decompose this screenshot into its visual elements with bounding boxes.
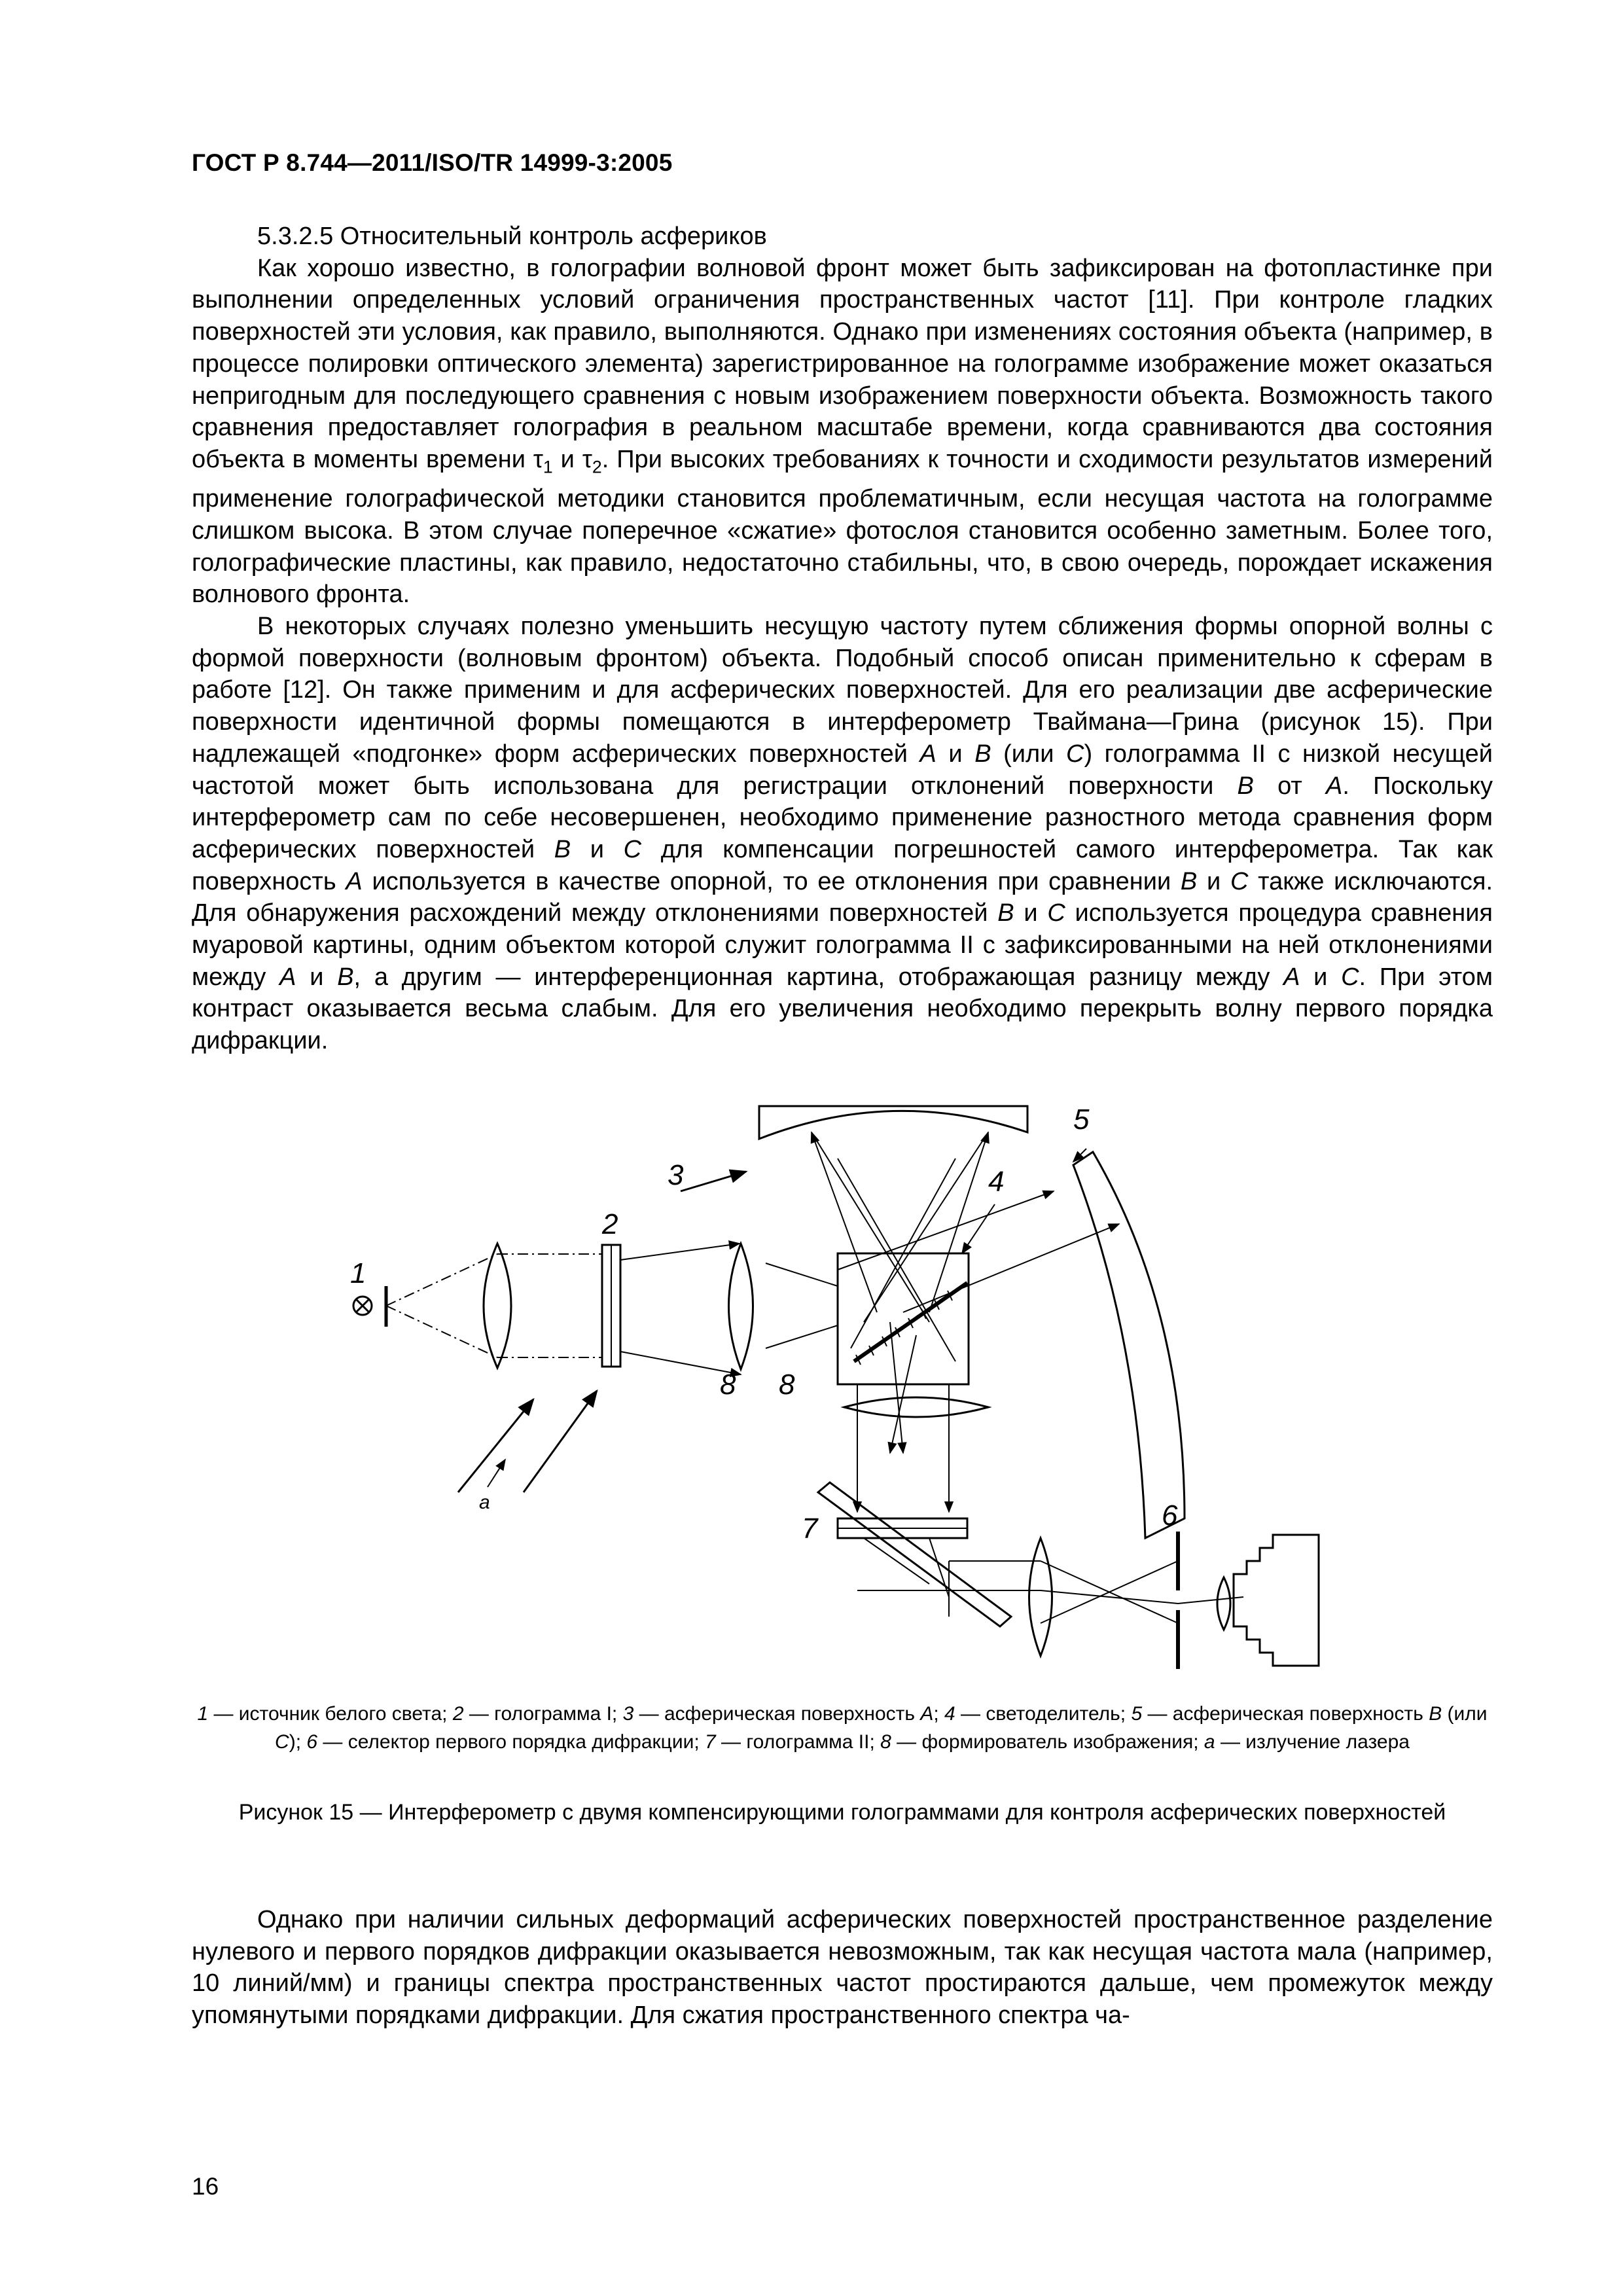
interferometer-diagram bbox=[340, 1086, 1387, 1676]
label-6: 6 bbox=[1162, 1499, 1178, 1532]
label-2: 2 bbox=[602, 1208, 618, 1240]
aspheric-surface-b bbox=[1073, 1152, 1185, 1538]
paragraph: Однако при наличии сильных деформаций асферических поверхностей пространственное разделение нулевого и первого порядков дифракции оказывается невозможным, так как несущая частота мала (например, 10 линий/мм) и границы спектра пространственных частот простираются дальше, чем промежуток между упомянутыми порядками дифракции. Для сжатия пространственного спектра ча- bbox=[192, 1906, 1493, 2030]
page-number: 16 bbox=[192, 2173, 219, 2200]
body-text-top bbox=[192, 221, 1493, 1057]
label-1: 1 bbox=[350, 1257, 366, 1289]
collimator-lens bbox=[484, 1244, 511, 1368]
document-header: ГОСТ Р 8.744—2011/ISO/TR 14999-3:2005 bbox=[192, 149, 673, 176]
label-5: 5 bbox=[1073, 1103, 1090, 1136]
image-former-lens-8-left bbox=[729, 1244, 753, 1369]
paragraph: 5.3.2.5 Относительный контроль асфериков bbox=[257, 223, 767, 250]
paragraph: В некоторых случаях полезно уменьшить несущую частоту путем сближения формы опорной волны с формой поверхности (волновым фронтом) объекта. Подобный способ описан применительно к сферам в работе [12]. Он также применим и для асферических поверхностей. Для его реализации две асферические поверхности идентичной формы помещаются в интерферометр Тваймана—Грина (рисунок 15). При надлежащей «подгонке» форм асферических поверхностей А и В (или С) голограмма II с низкой несущей частотой может быть использована для регистрации отклонений поверхности В от А. Поскольку интерферометр сам по себе несовершенен, необходимо применение разностного метода сравнения форм асферических поверхностей В и С для компенсации погрешностей самого интерферометра. Так как поверхность А используется в качестве опорной, то ее отклонения при сравнении В и С также исключаются. Для обнаружения расхождений между отклонениями поверхностей В и С используется процедура сравнения муаровой картины, одним объектом которой служит голограмма II с зафиксированными на ней отклонениями между А и В, а другим — интерференционная картина, отображающая разницу между А и С. При этом контраст оказывается весьма слабым. Для его увеличения необходимо перекрыть волну первого порядка дифракции. bbox=[192, 613, 1493, 1055]
white-light-source bbox=[353, 1286, 386, 1327]
label-8-bottom: 8 bbox=[779, 1369, 795, 1401]
camera-body bbox=[1234, 1535, 1319, 1666]
relay-lens bbox=[1029, 1538, 1052, 1656]
body-text-bottom bbox=[192, 1904, 1493, 2032]
folding-mirror bbox=[818, 1482, 1011, 1626]
camera-lens bbox=[1217, 1577, 1230, 1630]
beam-splitter-cube bbox=[838, 1253, 969, 1384]
image-former-lens-8-bottom bbox=[844, 1397, 988, 1417]
label-3: 3 bbox=[668, 1159, 684, 1191]
paragraph: Как хорошо известно, в голографии волновой фронт может быть зафиксирован на фотопластинке при выполнении определенных условий ограничения пространственных частот [11]. При контроле гладких поверхностей эти условия, как правило, выполняются. Однако при изменениях состояния объекта (например, в процессе полировки оптического элемента) зарегистрированное на голограмме изображение может оказаться непригодным для последующего сравнения с новым изображением поверхности объекта. Возможность такого сравнения предоставляет голография в реальном масштабе времени, когда сравниваются два состояния объекта в моменты времени $\tau_1$ и $\tau_2$. При высоких требованиях к точности и сходимости результатов измерений применение голографической методики становится проблематичным, если несущая частота на голограмме слишком высока. В этом случае поперечное «сжатие» фотослоя становится особенно заметным. Более того, голографические пластины, как правило, недостаточно стабильны, что, в свою очередь, порождает искажения волнового фронта. bbox=[192, 254, 1493, 609]
label-4: 4 bbox=[988, 1166, 1005, 1198]
figure-title: Рисунок 15 — Интерферометр с двумя компенсирующими голограммами для контроля асферических поверхностей bbox=[238, 1800, 1446, 1825]
figure-15 bbox=[340, 1086, 1387, 1676]
label-8-left: 8 bbox=[720, 1369, 736, 1401]
label-7: 7 bbox=[802, 1513, 818, 1545]
label-a: a bbox=[479, 1492, 490, 1513]
figure-legend: 1 — источник белого света; 2 — голограмма I; 3 — асферическая поверхность А; 4 — светоделитель; 5 — асферическая поверхность В (или С); 6 — селектор первого порядка дифракции; 7 — голограмма II; 8 — формирователь изображения; а — излучение лазера bbox=[197, 1703, 1488, 1753]
